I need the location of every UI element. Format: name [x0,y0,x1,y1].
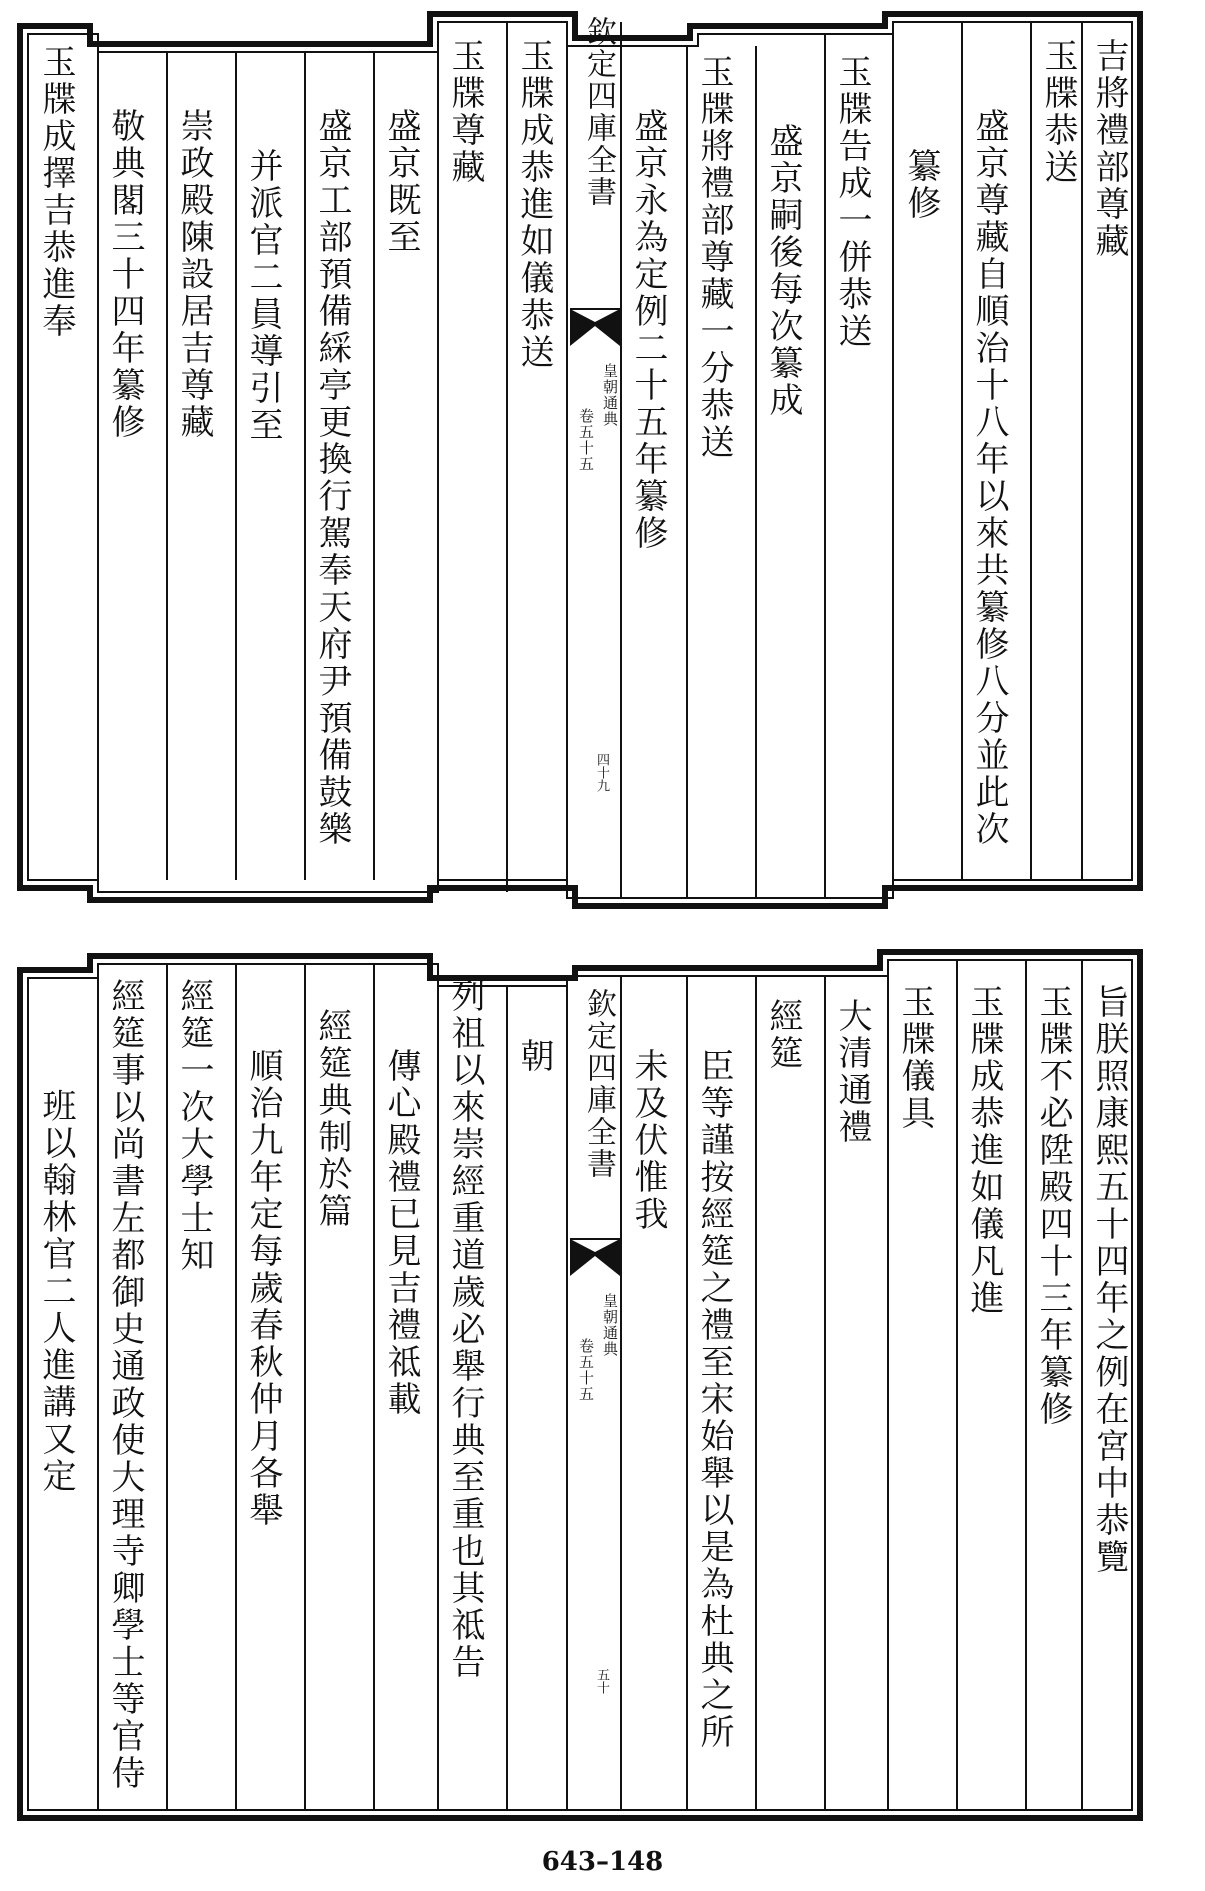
bottom-column-4: 玉牒儀具 [895,984,935,1132]
top-column-2: 玉牒恭送 [1038,38,1078,186]
top-fish-tail-mark [570,308,620,346]
bottom-column-11: 傳心殿禮已見吉禮祗載 [381,1048,421,1418]
top-book-subtitle: 皇朝通典 [601,363,619,427]
top-page [10,8,1160,913]
top-column-14: 崇政殿陳設居吉尊藏 [174,108,214,441]
bottom-column-10: 列祖以來崇經重道歲必舉行典至重也其祗告 [445,978,485,1681]
bottom-column-1: 旨朕照康熙五十四年之例在宮中恭覽 [1089,984,1129,1576]
bottom-book-subtitle: 皇朝通典 [601,1293,619,1357]
bottom-column-8: 未及伏惟我 [628,1048,668,1233]
bottom-column-5: 大清通禮 [832,998,872,1146]
bottom-column-7: 臣等謹按經筵之禮至宋始舉以是為杜典之所 [694,1048,734,1751]
bottom-column-3: 玉牒成恭進如儀凡進 [964,984,1004,1317]
top-column-3: 盛京尊藏自順治十八年以來共纂修八分並此次 [969,108,1009,848]
bottom-page-number: 五十 [594,1668,609,1694]
bottom-column-12: 經筵典制於篇 [312,1008,352,1230]
top-volume-number: 卷五十五 [577,408,595,472]
bottom-column-6: 經筵 [763,998,803,1072]
bottom-column-15: 經筵事以尚書左都御史通政使大理寺卿學士等官侍 [105,978,145,1792]
top-column-15: 敬典閣三十四年纂修 [105,108,145,441]
top-column-10: 玉牒尊藏 [445,38,485,186]
top-column-8: 盛京永為定例二十五年纂修 [628,108,668,552]
bottom-column-13: 順治九年定每歲春秋仲月各舉 [243,1048,283,1529]
bottom-page [10,948,1160,1838]
top-column-11: 盛京既至 [381,108,421,256]
top-page-number: 四十九 [594,753,609,792]
bottom-column-2: 玉牒不必陞殿四十三年纂修 [1033,984,1073,1428]
top-column-7: 玉牒將禮部尊藏一分恭送 [694,54,734,461]
bottom-column-9: 朝 [514,1038,554,1075]
top-column-13: 并派官二員導引至 [243,148,283,444]
top-column-6: 盛京嗣後每次纂成 [763,123,803,419]
bottom-fish-tail-mark [570,1238,620,1276]
plate-number: 643–148 [541,1847,664,1877]
bottom-column-14: 經筵一次大學士知 [174,978,214,1274]
top-book-title: 欽定四庫全書 [581,16,616,208]
top-column-1: 吉將禮部尊藏 [1089,38,1129,260]
top-column-12: 盛京工部預備綵亭更換行駕奉天府尹預備鼓樂 [312,108,352,848]
bottom-book-title: 欽定四庫全書 [581,988,616,1180]
top-column-9: 玉牒成恭進如儀恭送 [514,38,554,371]
top-column-16: 玉牒成擇吉恭進奉 [36,44,76,340]
top-column-5: 玉牒告成一併恭送 [832,54,872,350]
bottom-volume-number: 卷五十五 [577,1338,595,1402]
bottom-column-16: 班以翰林官二人進講又定 [36,1088,76,1495]
top-column-4: 纂修 [901,148,941,222]
